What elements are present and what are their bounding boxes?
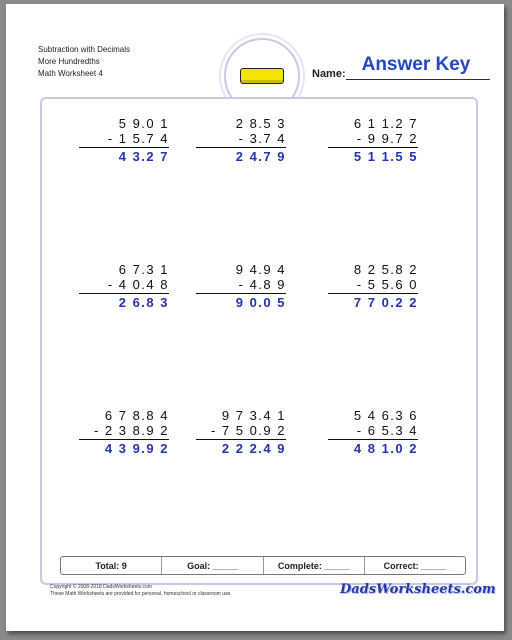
copyright-notice (50, 584, 232, 598)
problem-answer: 5 1 1.5 5 (353, 149, 418, 164)
level-bar-icon (240, 68, 284, 84)
problem-3 (328, 116, 418, 164)
name-label: Name: (312, 68, 346, 80)
worksheet-page (6, 4, 504, 631)
problem-subtrahend: - 7 5 0.9 2 (196, 423, 286, 440)
problem-subtrahend: - 4 0.4 8 (79, 277, 169, 294)
worksheet-subtitle: More Hundredths (38, 57, 100, 66)
site-logo: DadsWorksheets.com (340, 582, 496, 597)
score-goal: Goal: _____ (162, 557, 263, 574)
problem-answer: 7 7 0.2 2 (353, 295, 418, 310)
worksheet-title-block (38, 44, 130, 80)
problem-answer: 2 6.8 3 (118, 295, 169, 310)
problems-frame (40, 97, 478, 585)
score-complete: Complete: _____ (264, 557, 365, 574)
problem-answer: 9 0.0 5 (235, 295, 286, 310)
problem-minuend: 5 9.0 1 (118, 116, 169, 131)
problem-8 (196, 408, 286, 456)
problem-5 (196, 262, 286, 310)
score-bar (60, 556, 466, 575)
problem-subtrahend: - 3.7 4 (196, 131, 286, 148)
problem-9 (328, 408, 418, 456)
problem-answer: 2 2 2.4 9 (221, 441, 286, 456)
problem-minuend: 5 4 6.3 6 (353, 408, 418, 423)
problem-answer: 2 4.7 9 (235, 149, 286, 164)
problem-answer: 4 8 1.0 2 (353, 441, 418, 456)
problem-1 (79, 116, 169, 164)
problem-minuend: 8 2 5.8 2 (353, 262, 418, 277)
name-line (346, 79, 490, 80)
worksheet-title: Subtraction with Decimals (38, 45, 131, 54)
problem-2 (196, 116, 286, 164)
problem-answer: 4 3 9.9 2 (104, 441, 169, 456)
problem-subtrahend: - 1 5.7 4 (79, 131, 169, 148)
worksheet-number: Math Worksheet 4 (38, 69, 103, 78)
problem-4 (79, 262, 169, 310)
problem-minuend: 9 7 3.4 1 (221, 408, 286, 423)
problem-subtrahend: - 4.8 9 (196, 277, 286, 294)
answer-key-title: Answer Key (361, 54, 471, 75)
problem-subtrahend: - 2 3 8.9 2 (79, 423, 169, 440)
problem-minuend: 6 7.3 1 (118, 262, 169, 277)
problem-7 (79, 408, 169, 456)
problem-subtrahend: - 9 9.7 2 (328, 131, 418, 148)
problem-minuend: 9 4.9 4 (235, 262, 286, 277)
problem-minuend: 2 8.5 3 (235, 116, 286, 131)
score-correct: Correct: _____ (383, 560, 447, 571)
problem-minuend: 6 7 8.8 4 (104, 408, 169, 423)
problem-minuend: 6 1 1.2 7 (353, 116, 418, 131)
problem-subtrahend: - 5 5.6 0 (328, 277, 418, 294)
copyright-line: Copyright © 2008-2018 DadsWorksheets.com (50, 584, 152, 590)
score-total: Total: 9 (61, 557, 162, 574)
problem-6 (328, 262, 418, 310)
usage-line: These Math Worksheets are provided for personal, homeschool or classroom use. (50, 591, 232, 597)
problem-answer: 4 3.2 7 (118, 149, 169, 164)
problem-subtrahend: - 6 5.3 4 (328, 423, 418, 440)
